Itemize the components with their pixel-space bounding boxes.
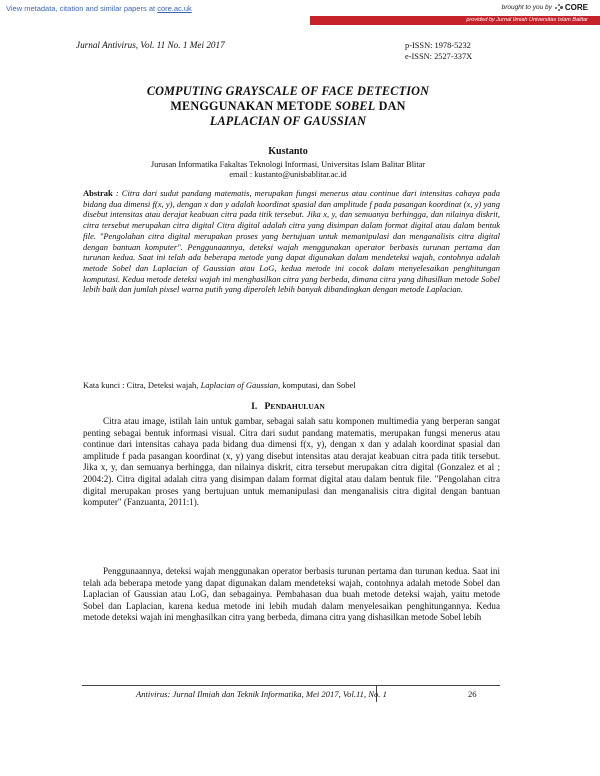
keywords-suffix: komputasi, dan Sobel bbox=[280, 380, 356, 390]
footer-divider bbox=[82, 685, 500, 686]
core-banner-text: View metadata, citation and similar papers at bbox=[6, 4, 158, 13]
page-number: 26 bbox=[468, 689, 477, 699]
footer-text: Antivirus: Jurnal Ilmiah dan Teknik Informatika, Mei 2017, Vol.11, No. 1 bbox=[136, 689, 387, 699]
page-footer bbox=[82, 689, 500, 703]
provided-by-text: provided by Jurnal Ilmiah Universitas Islam Balitar bbox=[466, 17, 588, 23]
core-link[interactable]: core.ac.uk bbox=[157, 4, 192, 13]
author-affiliation: Jurusan Informatika Fakaltas Teknologi Informasi, Universitas Islam Balitar Blitar bbox=[150, 160, 426, 169]
author-name: Kustanto bbox=[268, 146, 308, 157]
p-issn: p-ISSN: 1978-5232 bbox=[405, 41, 471, 50]
title-part-c: DAN bbox=[375, 99, 406, 113]
core-logo-icon bbox=[555, 4, 563, 12]
body-paragraph-2: Penggunaannya, deteksi wajah menggunakan operator berbasis turunan pertama dan turunan kedua. Saat ini telah ada beberapa metode yang dapat digunakan dalam mendeteksi wajah, contohnya adalah metode Sobel dan Laplacian of Gaussian atau LoG, dan sebagainya. Pembahasan dua buah metode deteksi wajah, yaitu metode Sobel dan Laplacian, karena kedua metode ini lebih mudah dalam menyelesaikan penghitungannya. Kedua metode deteksi wajah ini menghasilkan citra yang berbeda, dimana citra yang dishasilkan metode Sobel lebih bbox=[83, 566, 500, 623]
paper-title-line-3: LAPLACIAN OF GAUSSIAN bbox=[209, 114, 367, 128]
section-heading bbox=[60, 401, 516, 412]
body-paragraph-1: Citra atau image, istilah lain untuk gambar, sebagai salah satu komponen multimedia yang berperan sangat penting sebagai bentuk informasi visual. Citra dari sudut pandang matematis, merupakan fungsi menerus atau continue dari intensitas cahaya pada bidang dua dimensi f(x, y), dengan x dan y adalah koordinat spasial dan amplitude f pada pasangan koordinat (x, y) yang disebut intensitas atau derajat keabuan citra pada titik tersebut. Jika x, y, dan semuanya berhingga, dan nilainya diskrit, citra tersebut merupakan citra digital (Gonzalez et al ; 2004:2). Citra digital adalah citra yang disimpan dalam format digital atau dalam bentuk file. "Pengolahan citra digital merupakan proses yang bertujuan untuk memanipulasi dan menganalisis citra digital dengan bantuan komputer" (Fanzuanta, 2011:1). bbox=[83, 416, 500, 508]
core-logo[interactable] bbox=[555, 3, 588, 12]
keywords-prefix: Kata kunci : Citra, Deteksi wajah, bbox=[83, 380, 201, 390]
issn-block bbox=[405, 40, 472, 62]
section-title-first: P bbox=[264, 401, 271, 412]
core-brought-by bbox=[502, 3, 588, 12]
provided-by-bar[interactable] bbox=[310, 16, 600, 25]
paper-title-line-1: COMPUTING GRAYSCALE OF FACE DETECTION bbox=[146, 84, 430, 98]
core-logo-text: CORE bbox=[564, 3, 588, 12]
section-number: I. bbox=[251, 401, 258, 412]
core-banner bbox=[0, 0, 600, 30]
title-part-b: SOBEL bbox=[335, 99, 376, 113]
e-issn: e-ISSN: 2527-337X bbox=[405, 52, 473, 61]
abstract-text: : Citra dari sudut pandang matematis, merupakan fungsi menerus atau continue dari intensitas cahaya pada bidang dua dimensi f(x, y), dengan x dan y adalah koordinat spasial dan amplitude f pada pasangan koordinat (x, y) yang disebut intensitas atau derajat keabuan citra pada titik tersebut. Jika x, y, dan semuanya berhingga, dan nilainya diskrit, citra tersebut merupakan citra digital Citra digital adalah citra yang disimpan dalam format digital atau dalam bentuk file. "Pengolahan citra digital merupakan proses yang bertujuan untuk memanipulasi dan menganalisis citra digital dengan bantuan komputer". Penggunaannya, deteksi wajah menggunakan operator berbasis turunan pertama dan turunan kedua. Saat ini telah ada beberapa metode yang dapat digunakan dalam mendeteksi wajah, contohnya adalah metode Sobel dan Laplacian of Gaussian atau LoG, kedua metode ini cocok dalam menyelesaikan penghitungan komputasi. Kedua metode deteksi wajah ini menghasilkan citra yang berbeda, dimana citra yang dihasilkan metode Sobel lebih baik dan jumlah pixsel warna putih yang diperoleh lebih banyak dibandingkan dengan metode Laplacian. bbox=[83, 188, 500, 295]
journal-header: Jurnal Antivirus, Vol. 11 No. 1 Mei 2017 bbox=[76, 40, 225, 50]
author-email: email : kustanto@unisbablitar.ac.id bbox=[229, 170, 347, 179]
title-part-a: MENGGUNAKAN METODE bbox=[170, 99, 336, 113]
brought-by-text: brought to you by bbox=[501, 4, 552, 11]
abstract bbox=[83, 188, 500, 295]
abstract-label: Abstrak bbox=[83, 188, 113, 198]
keywords-italic: Laplacian of Gaussian, bbox=[200, 380, 281, 390]
keywords bbox=[83, 380, 503, 390]
section-title-rest: ENDAHULUAN bbox=[270, 402, 325, 411]
core-metadata-link[interactable] bbox=[6, 4, 192, 13]
paper-title-line-2 bbox=[60, 99, 516, 114]
